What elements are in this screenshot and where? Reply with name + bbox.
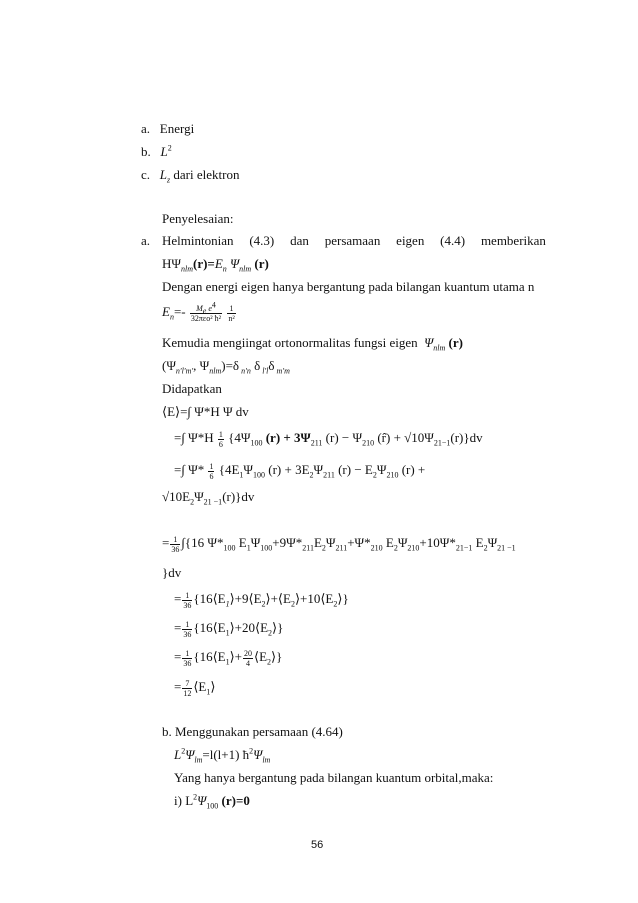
expectation-step-1: =∫ Ψ*H $\frac{1}{6}$ {$4\Psi_{100}$ $(r) + 3\Psi_{211}$ $(r) - \Psi_{210}$ (r̂) + $√10\Psi_{21-1}(r)\}dv$ [174, 429, 483, 449]
expectation-step-3: = $\frac{1}{36}$ ∫{16 $\Psi*_{100}$ $E_1\Psi_{100}+9\Psi*_{211}E_2\Psi_{211}+\Psi*_{210}$ $E_2\Psi_{210}+10\Psi*_{21-1}$ $E_2\Psi_{21 -1}$ [162, 534, 516, 554]
part-a-intro-line: Helmintonian (4.3) dan persamaan eigen (4.4) memberikan [162, 233, 546, 248]
part-b-intro: b. Menggunakan persamaan (4.64) [162, 724, 343, 739]
inverse-n-squared-fraction: $\frac{1}{\text{n²}}$ [228, 303, 235, 323]
schrodinger-equation: $H\Psi_{nlm}(r)=E_n$ $\Psi_{nlm}$ (r) [162, 256, 269, 274]
item-i: i) $L^2\Psi_{100}$ (r)=0 [174, 792, 250, 811]
angular-momentum-equation: $L^2\Psi_{lm}=l(l+1)$ $ħ^2\Psi_{lm}$ [174, 746, 271, 765]
expectation-step-2-cont: $√10E_2\Psi_{21 -1}(r)\}dv$ [162, 489, 255, 507]
list-item-lz: c. $L_z$ dari elektron [141, 167, 240, 185]
didapatkan-label: Didapatkan [162, 381, 222, 396]
expectation-step-2: =∫ Ψ* $\frac{1}{6}$ {$4E_1\Psi_{100}$ $(r) + 3E_2\Psi_{211}$ $(r) - E_2\Psi_{210}$ (r) + [174, 461, 426, 481]
section-heading: Penyelesaian: [162, 211, 234, 226]
orthonormality-relation: ($\Psi_{n'l'm'}$, $\Psi_{nlm})=\delta$ $_{n'n}$ δ $_{l'l}$δ $_{m'm}$ [162, 358, 290, 376]
list-item-energi: a. Energi [141, 121, 195, 136]
expectation-step-3-cont: }dv [162, 565, 182, 580]
expectation-step-5: = $\frac{1}{36}$ $\{16⟨E_1⟩+20⟨E_2⟩\}$ [174, 619, 284, 639]
expectation-value: ⟨E⟩=∫ Ψ*H Ψ dv [162, 404, 249, 419]
energy-fraction: $\frac{M_e e^4}{\text{32πεo² ħ²}}$ [190, 299, 222, 323]
expectation-result: = $\frac{7}{12}$ $⟨E_1⟩$ [174, 678, 216, 698]
expectation-step-4: = $\frac{1}{36}$ $\{16⟨E_1⟩+9⟨E_2⟩+⟨E_2⟩+10⟨E_2⟩\}$ [174, 590, 349, 610]
energy-formula: $E_n=-$ $\frac{M_e e^4}{\text{32πεo² ħ²}}$ $\frac{1}{\text{n²}}$ [162, 299, 235, 323]
kemudian-line: Kemudia mengiingat ortonormalitas fungsi eigen $\Psi_{nlm}$ (r) [162, 335, 463, 353]
list-item-l2: b. $L^2$ [141, 143, 172, 159]
expectation-step-6: = $\frac{1}{36}$ {$16⟨E_1⟩+$ $\frac{20}{4}$ $⟨E_2⟩$} [174, 648, 283, 668]
page-number: 56 [311, 839, 324, 851]
yang-line: Yang hanya bergantung pada bilangan kuantum orbital,maka: [174, 770, 494, 785]
part-a-marker: a. [141, 233, 151, 248]
dengan-line: Dengan energi eigen hanya bergantung pada bilangan kuantum utama n [162, 279, 535, 294]
